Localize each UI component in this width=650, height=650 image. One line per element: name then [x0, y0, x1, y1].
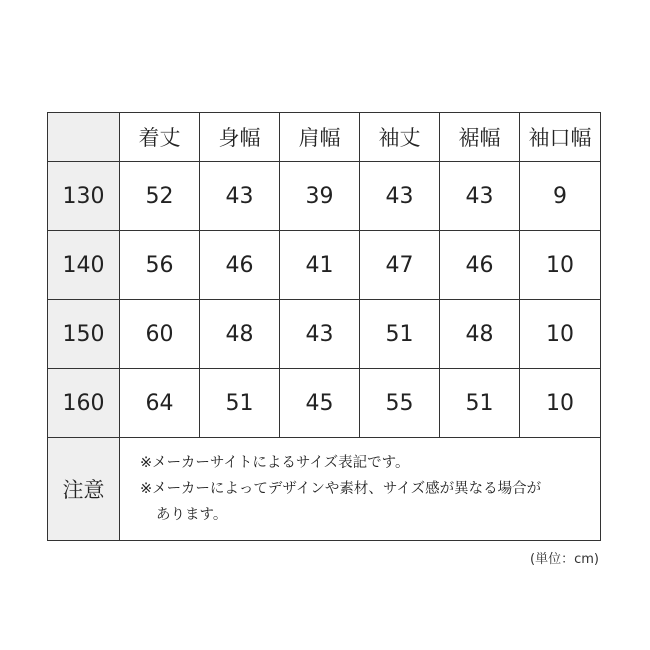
corner-cell	[48, 113, 120, 162]
unit-label: (単位：cm)	[530, 552, 599, 567]
table-row	[48, 162, 601, 231]
size-label: 130	[48, 162, 120, 231]
size-label: 160	[48, 369, 120, 438]
table-cell: 43	[360, 162, 440, 231]
table-cell: 51	[200, 369, 280, 438]
table-cell: 43	[200, 162, 280, 231]
note-line: ※メーカーによってデザインや素材、サイズ感が異なる場合が	[140, 481, 542, 497]
note-row	[48, 438, 601, 541]
table-cell: 10	[520, 231, 601, 300]
table-cell: 64	[120, 369, 200, 438]
table-cell: 46	[440, 231, 520, 300]
size-label: 140	[48, 231, 120, 300]
header-sleeve-length: 袖丈	[360, 113, 440, 162]
note-line: あります。	[156, 507, 228, 523]
note-text	[120, 438, 601, 541]
note-label: 注意	[48, 438, 120, 541]
table-cell: 46	[200, 231, 280, 300]
table-cell: 10	[520, 300, 601, 369]
size-chart-table	[47, 112, 601, 541]
table-cell: 52	[120, 162, 200, 231]
table-row	[48, 300, 601, 369]
header-hem-width: 裾幅	[440, 113, 520, 162]
table-cell: 45	[280, 369, 360, 438]
table-row	[48, 369, 601, 438]
table-cell: 43	[280, 300, 360, 369]
table-cell: 43	[440, 162, 520, 231]
header-chest-width: 身幅	[200, 113, 280, 162]
size-label: 150	[48, 300, 120, 369]
table-cell: 51	[440, 369, 520, 438]
table-cell: 9	[520, 162, 601, 231]
note-line: ※メーカーサイトによるサイズ表記です。	[140, 455, 410, 471]
table-cell: 48	[200, 300, 280, 369]
table-cell: 41	[280, 231, 360, 300]
header-length: 着丈	[120, 113, 200, 162]
header-row	[48, 113, 601, 162]
table-cell: 39	[280, 162, 360, 231]
header-cuff-width: 袖口幅	[520, 113, 601, 162]
table-cell: 55	[360, 369, 440, 438]
table-cell: 51	[360, 300, 440, 369]
table-cell: 10	[520, 369, 601, 438]
table-cell: 48	[440, 300, 520, 369]
table-row	[48, 231, 601, 300]
table-cell: 56	[120, 231, 200, 300]
table-cell: 60	[120, 300, 200, 369]
header-shoulder-width: 肩幅	[280, 113, 360, 162]
table-cell: 47	[360, 231, 440, 300]
